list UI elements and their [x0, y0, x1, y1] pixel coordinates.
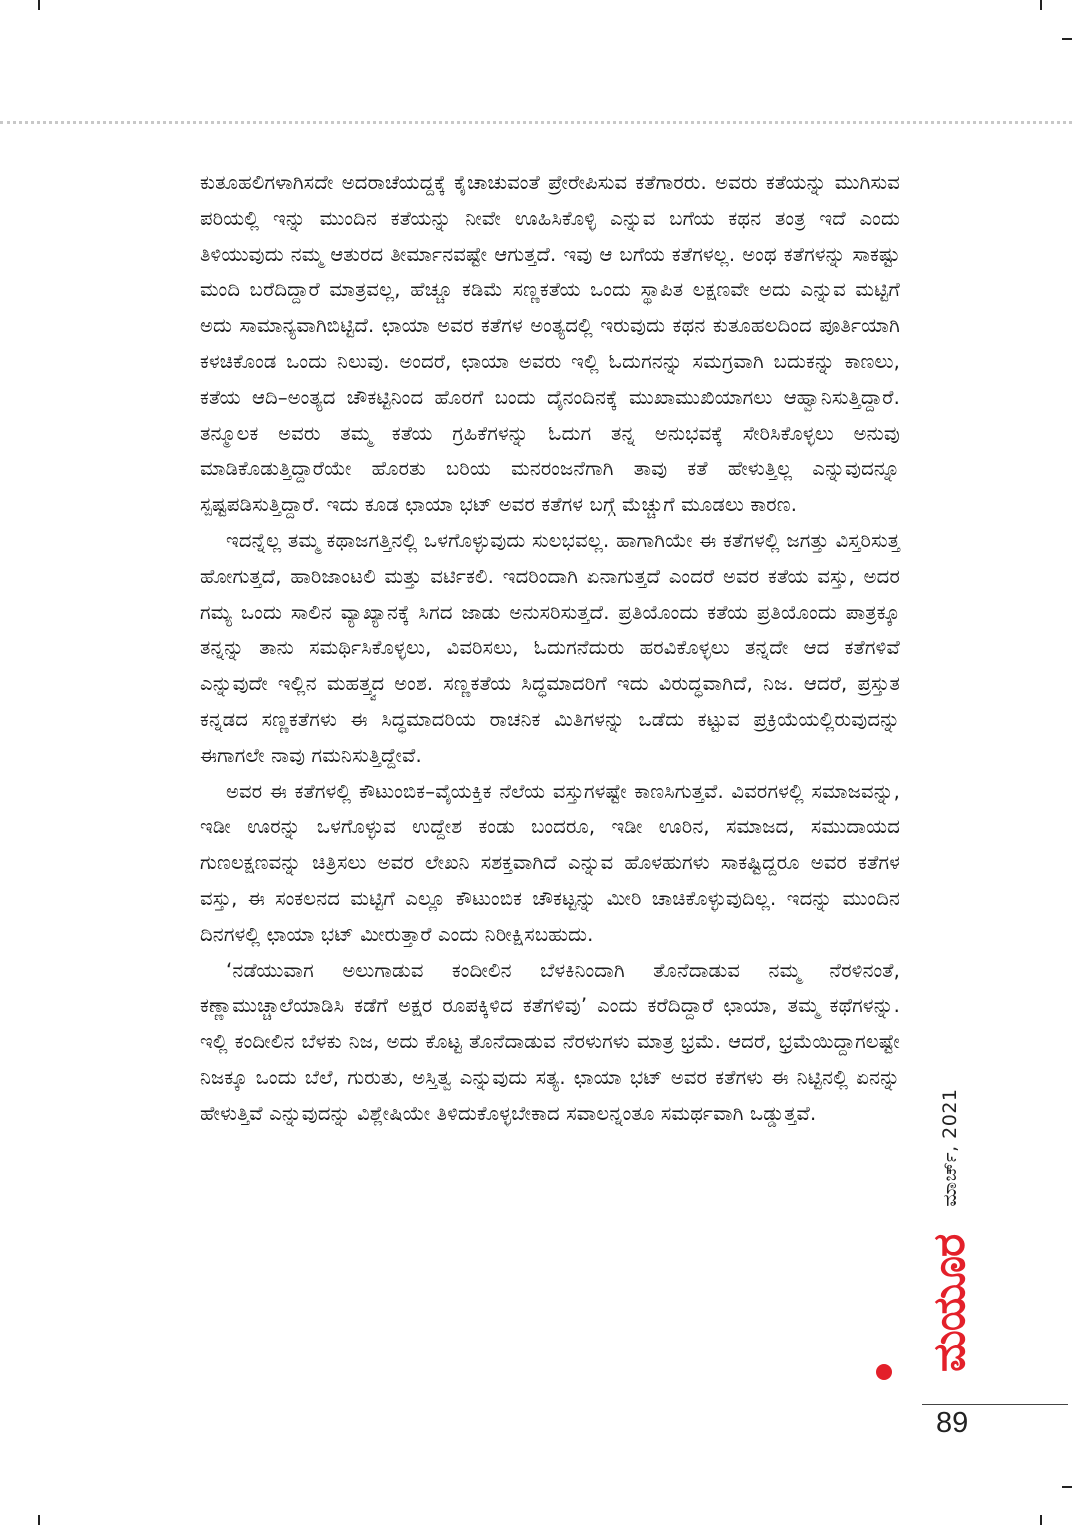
header-dotted-divider — [0, 121, 1072, 124]
article-body — [200, 165, 900, 1132]
running-footer-rotated — [925, 1088, 975, 1372]
article-paragraph: ‘ನಡೆಯುವಾಗ ಅಲುಗಾಡುವ ಕಂದೀಲಿನ ಬೆಳಕಿನಿಂದಾಗಿ ತೊನೆದಾಡುವ ನಮ್ಮ ನೆರಳಿನಂತೆ, ಕಣ್ಣಾಮುಚ್ಚಾಲೆಯಾಡಿಸಿ ಕಡೆಗೆ ಅಕ್ಷರ ರೂಪಕ್ಕಿಳಿದ ಕತೆಗಳಿವು’ ಎಂದು ಕರೆದಿದ್ದಾರೆ ಛಾಯಾ, ತಮ್ಮ ಕಥೆಗಳನ್ನು. ಇಲ್ಲಿ ಕಂದೀಲಿನ ಬೆಳಕು ನಿಜ, ಅದು ಕೊಟ್ಟ ತೊನೆದಾಡುವ ನೆರಳುಗಳು ಮಾತ್ರ ಭ್ರಮೆ. ಆದರೆ, ಭ್ರಮೆಯಿದ್ದಾಗಲಷ್ಟೇ ನಿಜಕ್ಕೂ ಒಂದು ಬೆಲೆ, ಗುರುತು, ಅಸ್ತಿತ್ವ ಎನ್ನುವುದು ಸತ್ಯ. ಛಾಯಾ ಭಟ್ ಅವರ ಕತೆಗಳು ಈ ನಿಟ್ಟಿನಲ್ಲಿ ಏನನ್ನು ಹೇಳುತ್ತಿವೆ ಎನ್ನುವುದನ್ನು ವಿಶ್ಲೇಷಿಯೇ ತಿಳಿದುಕೊಳ್ಳಬೇಕಾದ ಸವಾಲನ್ನಂತೂ ಸಮರ್ಥವಾಗಿ ಒಡ್ಡುತ್ತವೆ. — [200, 958, 900, 1125]
page-number: 89 — [936, 1407, 969, 1439]
crop-mark-top-right — [1040, 0, 1042, 10]
crop-mark-top-left — [38, 0, 40, 10]
article-paragraph: ಇದನ್ನೆಲ್ಲ ತಮ್ಮ ಕಥಾಜಗತ್ತಿನಲ್ಲಿ ಒಳಗೊಳ್ಳುವುದು ಸುಲಭವಲ್ಲ. ಹಾಗಾಗಿಯೇ ಈ ಕತೆಗಳಲ್ಲಿ ಜಗತ್ತು ವಿಸ್ತರಿಸುತ್ತ ಹೋಗುತ್ತದೆ, ಹಾರಿಜಾಂಟಲಿ ಮತ್ತು ವರ್ಟಿಕಲಿ. ಇದರಿಂದಾಗಿ ಏನಾಗುತ್ತದೆ ಎಂದರೆ ಅವರ ಕತೆಯ ವಸ್ತು, ಅದರ ಗಮ್ಯ ಒಂದು ಸಾಲಿನ ವ್ಯಾಖ್ಯಾನಕ್ಕೆ ಸಿಗದ ಜಾಡು ಅನುಸರಿಸುತ್ತದೆ. ಪ್ರತಿಯೊಂದು ಕತೆಯ ಪ್ರತಿಯೊಂದು ಪಾತ್ರಕ್ಕೂ ತನ್ನನ್ನು ತಾನು ಸಮರ್ಥಿಸಿಕೊಳ್ಳಲು, ವಿವರಿಸಲು, ಓದುಗನೆದುರು ಹರವಿಕೊಳ್ಳಲು ತನ್ನದೇ ಆದ ಕತೆಗಳಿವೆ ಎನ್ನುವುದೇ ಇಲ್ಲಿನ ಮಹತ್ತ್ವದ ಅಂಶ. ಸಣ್ಣಕತೆಯ ಸಿದ್ಧಮಾದರಿಗೆ ಇದು ವಿರುದ್ಧವಾಗಿದೆ, ನಿಜ. ಆದರೆ, ಪ್ರಸ್ತುತ ಕನ್ನಡದ ಸಣ್ಣಕತೆಗಳು ಈ ಸಿದ್ಧಮಾದರಿಯ ರಾಚನಿಕ ಮಿತಿಗಳನ್ನು ಒಡೆದು ಕಟ್ಟುವ ಪ್ರಕ್ರಿಯೆಯಲ್ಲಿರುವುದನ್ನು ಈಗಾಗಲೇ ನಾವು ಗಮನಿಸುತ್ತಿದ್ದೇವೆ. — [200, 528, 900, 767]
issue-date: ಮಾರ್ಚ್, 2021 — [939, 1088, 961, 1207]
magazine-logo: ಮಯೂರ — [924, 1234, 975, 1372]
crop-mark-right-bottom — [1062, 1486, 1072, 1488]
crop-mark-bottom-right — [1040, 1515, 1042, 1525]
article-paragraph: ಕುತೂಹಲಿಗಳಾಗಿಸದೇ ಅದರಾಚೆಯದ್ದಕ್ಕೆ ಕೈಚಾಚುವಂತೆ ಪ್ರೇರೇಪಿಸುವ ಕತೆಗಾರರು. ಅವರು ಕತೆಯನ್ನು ಮುಗಿಸುವ ಪರಿಯಲ್ಲಿ ಇನ್ನು ಮುಂದಿನ ಕತೆಯನ್ನು ನೀವೇ ಊಹಿಸಿಕೊಳ್ಳಿ ಎನ್ನುವ ಬಗೆಯ ಕಥನ ತಂತ್ರ ಇದೆ ಎಂದು ತಿಳಿಯುವುದು ನಮ್ಮ ಆತುರದ ತೀರ್ಮಾನವಷ್ಟೇ ಆಗುತ್ತದೆ. ಇವು ಆ ಬಗೆಯ ಕತೆಗಳಲ್ಲ. ಅಂಥ ಕತೆಗಳನ್ನು ಸಾಕಷ್ಟು ಮಂದಿ ಬರೆದಿದ್ದಾರೆ ಮಾತ್ರವಲ್ಲ, ಹೆಚ್ಚೂ ಕಡಿಮೆ ಸಣ್ಣಕತೆಯ ಒಂದು ಸ್ಥಾಪಿತ ಲಕ್ಷಣವೇ ಅದು ಎನ್ನುವ ಮಟ್ಟಿಗೆ ಅದು ಸಾಮಾನ್ಯವಾಗಿಬಿಟ್ಟಿದೆ. ಛಾಯಾ ಅವರ ಕತೆಗಳ ಅಂತ್ಯದಲ್ಲಿ ಇರುವುದು ಕಥನ ಕುತೂಹಲದಿಂದ ಪೂರ್ತಿಯಾಗಿ ಕಳಚಿಕೊಂಡ ಒಂದು ನಿಲುವು. ಅಂದರೆ, ಛಾಯಾ ಅವರು ಇಲ್ಲಿ ಓದುಗನನ್ನು ಸಮಗ್ರವಾಗಿ ಬದುಕನ್ನು ಕಾಣಲು, ಕತೆಯ ಆದಿ–ಅಂತ್ಯದ ಚೌಕಟ್ಟಿನಿಂದ ಹೊರಗೆ ಬಂದು ದೈನಂದಿನಕ್ಕೆ ಮುಖಾಮುಖಿಯಾಗಲು ಆಹ್ವಾನಿಸುತ್ತಿದ್ದಾರೆ. ತನ್ಮೂಲಕ ಅವರು ತಮ್ಮ ಕತೆಯ ಗ್ರಹಿಕೆಗಳನ್ನು ಓದುಗ ತನ್ನ ಅನುಭವಕ್ಕೆ ಸೇರಿಸಿಕೊಳ್ಳಲು ಅನುವು ಮಾಡಿಕೊಡುತ್ತಿದ್ದಾರೆಯೇ ಹೊರತು ಬರಿಯ ಮನರಂಜನೆಗಾಗಿ ತಾವು ಕತೆ ಹೇಳುತ್ತಿಲ್ಲ ಎನ್ನುವುದನ್ನೂ ಸ್ಪಷ್ಟಪಡಿಸುತ್ತಿದ್ದಾರೆ. ಇದು ಕೂಡ ಛಾಯಾ ಭಟ್ ಅವರ ಕತೆಗಳ ಬಗ್ಗೆ ಮೆಚ್ಚುಗೆ ಮೂಡಲು ಕಾರಣ. — [200, 171, 900, 517]
article-paragraph: ಅವರ ಈ ಕತೆಗಳಲ್ಲಿ ಕೌಟುಂಬಿಕ–ವೈಯಕ್ತಿಕ ನೆಲೆಯ ವಸ್ತುಗಳಷ್ಟೇ ಕಾಣಸಿಗುತ್ತವೆ. ವಿವರಗಳಲ್ಲಿ ಸಮಾಜವನ್ನು, ಇಡೀ ಊರನ್ನು ಒಳಗೊಳ್ಳುವ ಉದ್ದೇಶ ಕಂಡು ಬಂದರೂ, ಇಡೀ ಊರಿನ, ಸಮಾಜದ, ಸಮುದಾಯದ ಗುಣಲಕ್ಷಣವನ್ನು ಚಿತ್ರಿಸಲು ಅವರ ಲೇಖನಿ ಸಶಕ್ತವಾಗಿದೆ ಎನ್ನುವ ಹೊಳಹುಗಳು ಸಾಕಷ್ಟಿದ್ದರೂ ಅವರ ಕತೆಗಳ ವಸ್ತು, ಈ ಸಂಕಲನದ ಮಟ್ಟಿಗೆ ಎಲ್ಲೂ ಕೌಟುಂಬಿಕ ಚೌಕಟ್ಟನ್ನು ಮೀರಿ ಚಾಚಿಕೊಳ್ಳುವುದಿಲ್ಲ. ಇದನ್ನು ಮುಂದಿನ ದಿನಗಳಲ್ಲಿ ಛಾಯಾ ಭಟ್ ಮೀರುತ್ತಾರೆ ಎಂದು ನಿರೀಕ್ಷಿಸಬಹುದು. — [200, 779, 900, 946]
red-dot-marker — [876, 1364, 892, 1380]
crop-mark-right-top — [1062, 38, 1072, 40]
crop-mark-bottom-left — [38, 1515, 40, 1525]
